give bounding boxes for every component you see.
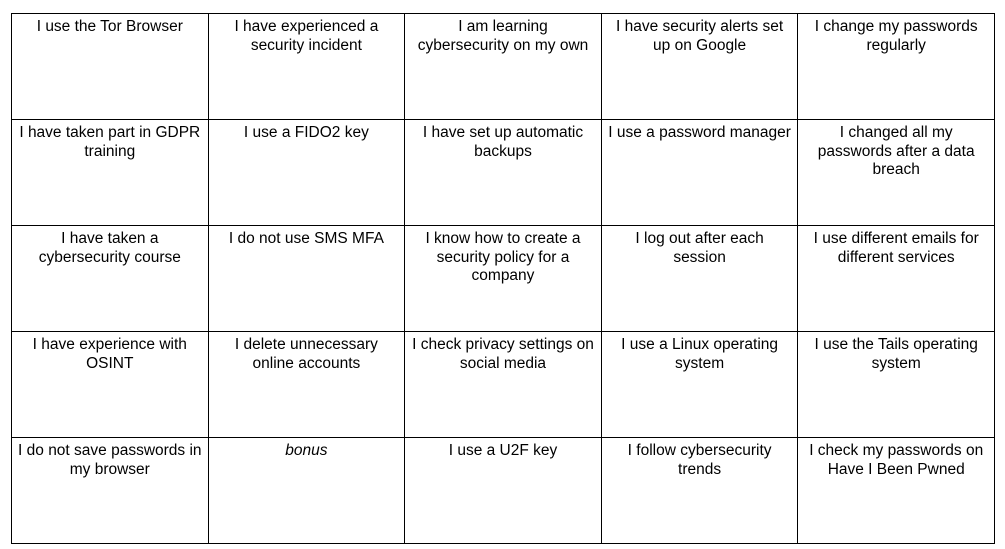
bingo-cell-r3-c1: I have taken a cybersecurity course <box>12 226 209 332</box>
bingo-cell-r5-c3: I use a U2F key <box>405 438 602 544</box>
bingo-cell-r3-c3: I know how to create a security policy for a company <box>405 226 602 332</box>
bingo-cell-r1-c5: I change my passwords regularly <box>798 14 995 120</box>
bingo-cell-r1-c1: I use the Tor Browser <box>12 14 209 120</box>
bingo-cell-r3-c5: I use different emails for different services <box>798 226 995 332</box>
bingo-cell-r5-c1: I do not save passwords in my browser <box>12 438 209 544</box>
bingo-cell-r3-c2: I do not use SMS MFA <box>209 226 406 332</box>
bingo-cell-r4-c2: I delete unnecessary online accounts <box>209 332 406 438</box>
bingo-cell-r2-c1: I have taken part in GDPR training <box>12 120 209 226</box>
bingo-cell-r5-c4: I follow cybersecurity trends <box>602 438 799 544</box>
bingo-cell-r1-c3: I am learning cybersecurity on my own <box>405 14 602 120</box>
bingo-cell-r1-c4: I have security alerts set up on Google <box>602 14 799 120</box>
bingo-cell-r1-c2: I have experienced a security incident <box>209 14 406 120</box>
bingo-cell-r3-c4: I log out after each session <box>602 226 799 332</box>
bingo-grid <box>11 13 995 544</box>
bingo-cell-r4-c5: I use the Tails operating system <box>798 332 995 438</box>
bingo-cell-r5-c5: I check my passwords on Have I Been Pwned <box>798 438 995 544</box>
bingo-cell-r4-c3: I check privacy settings on social media <box>405 332 602 438</box>
bingo-cell-r4-c4: I use a Linux operating system <box>602 332 799 438</box>
bingo-cell-r2-c4: I use a password manager <box>602 120 799 226</box>
bingo-cell-r2-c2: I use a FIDO2 key <box>209 120 406 226</box>
bingo-cell-r4-c1: I have experience with OSINT <box>12 332 209 438</box>
bingo-cell-bonus: bonus <box>209 438 406 544</box>
bingo-cell-r2-c5: I changed all my passwords after a data breach <box>798 120 995 226</box>
bingo-cell-r2-c3: I have set up automatic backups <box>405 120 602 226</box>
